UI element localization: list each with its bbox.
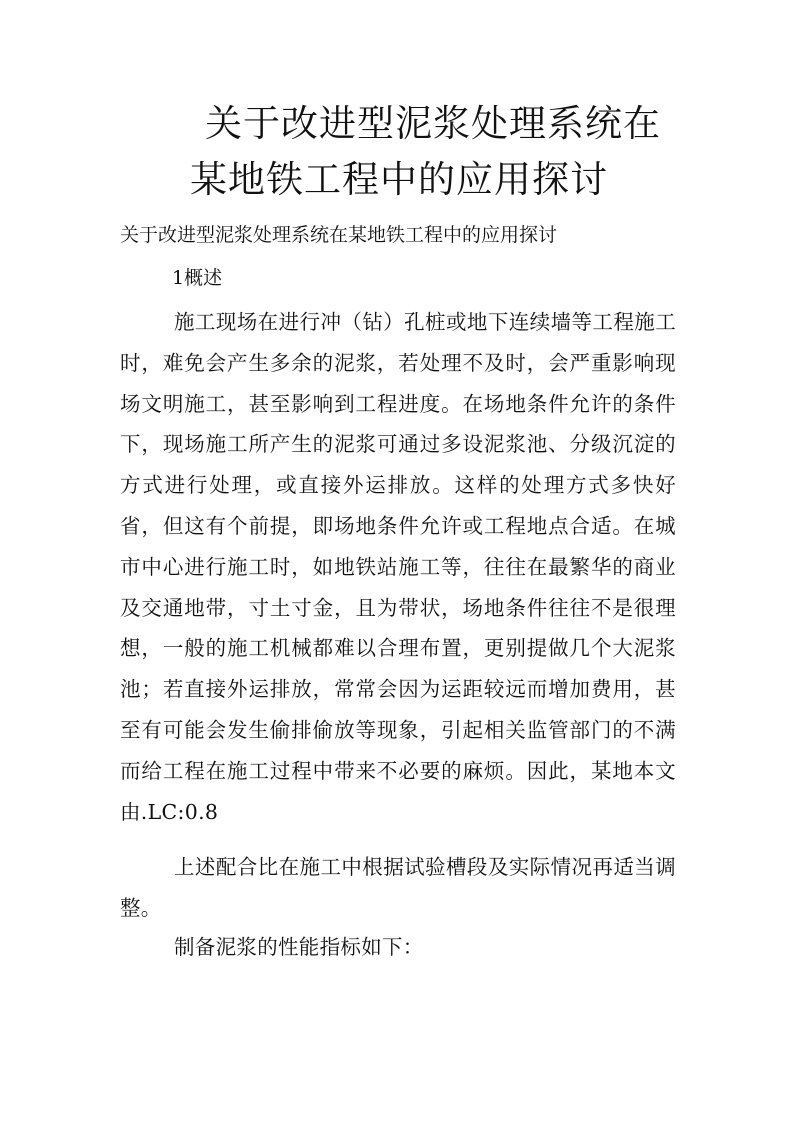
section-heading-overview: 1概述 <box>172 267 223 289</box>
body-paragraph-1: 施工现场在进行冲（钻）孔桩或地下连续墙等工程施工时，难免会产生多余的泥浆，若处理不及时，会严重影响现场文明施工，甚至影响到工程进度。在场地条件允许的条件下，现场施工所产生的泥浆可通过多设泥浆池、分级沉淀的方式进行处理，或直接外运排放。这样的处理方式多快好省，但这有个前提，即场地条件允许或工程地点合适。在城市中心进行施工时，如地铁站施工等，往往在最繁华的商业及交通地带，寸土寸金，且为带状，场地条件往往不是很理想，一般的施工机械都难以合理布置，更别提做几个大泥浆池；若直接外运排放，常常会因为运距较远而增加费用，甚至有可能会发生偷排偷放等现象，引起相关监管部门的不满而给工程在施工过程中带来不必要的麻烦。因此，某地本文由.LC:0.8 <box>120 310 676 824</box>
title-line-2: 某地铁工程中的应用探讨 <box>190 158 608 201</box>
body-paragraph-3: 制备泥浆的性能指标如下： <box>174 935 424 959</box>
document-title <box>150 96 710 208</box>
document-subtitle: 关于改进型泥浆处理系统在某地铁工程中的应用探讨 <box>120 224 558 246</box>
body-paragraph-2: 上述配合比在施工中根据试验槽段及实际情况再适当调整。 <box>120 855 676 920</box>
title-line-1: 关于改进型泥浆处理系统在 <box>205 102 661 145</box>
